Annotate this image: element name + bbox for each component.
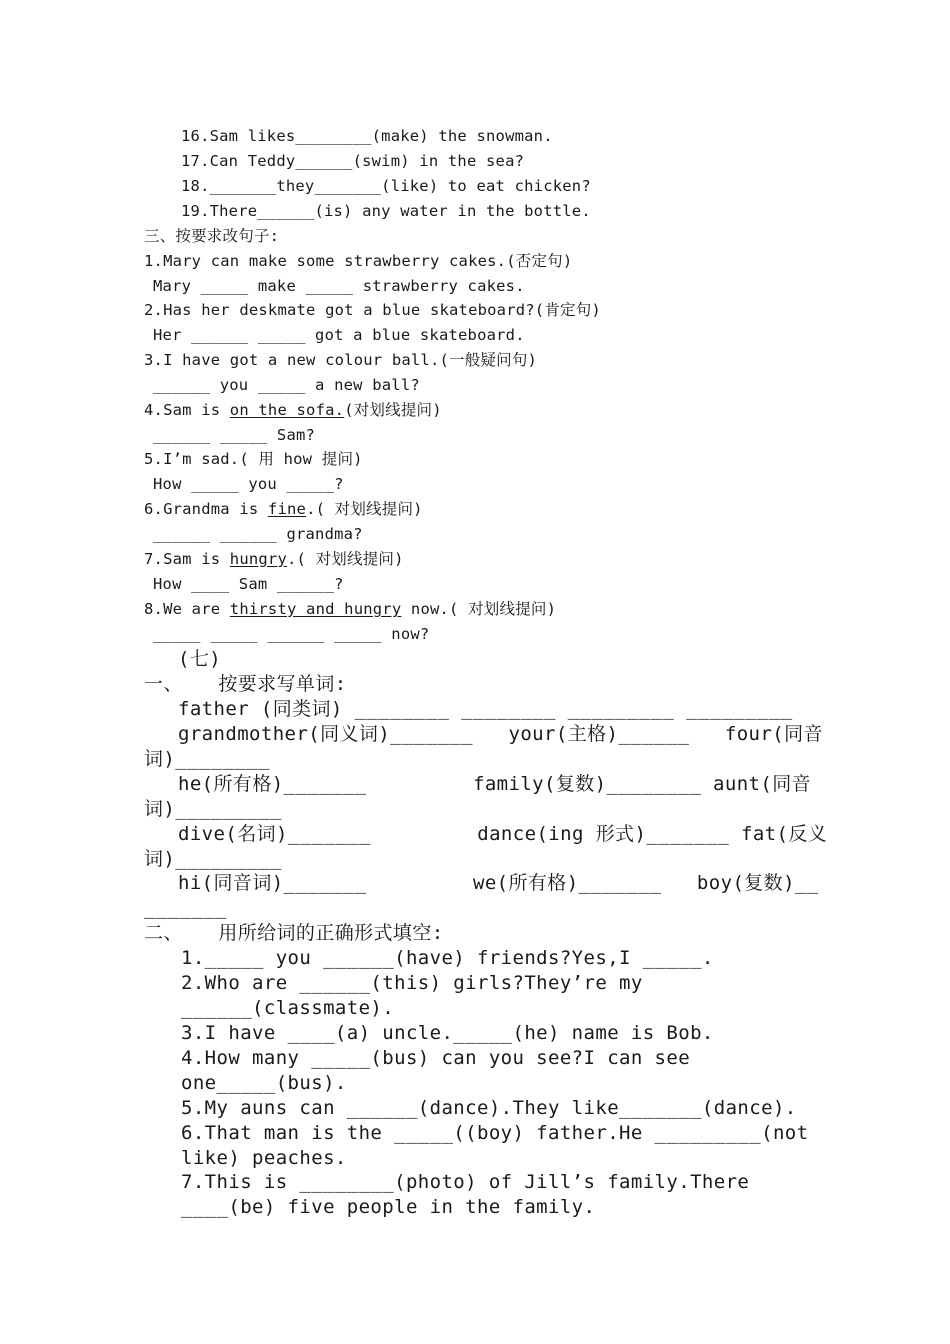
- rewrite-6-question: [144, 502, 423, 518]
- rewrite-5-answer: How _____ you _____?: [153, 475, 344, 493]
- fill-2-cont: ______(classmate).: [181, 997, 395, 1019]
- word-line-2-cont: 词)________: [144, 748, 270, 770]
- fill-7-cont: ____(be) five people in the family.: [181, 1196, 596, 1218]
- fill-5: 5.My auns can ______(dance).They like_______(dance).: [181, 1097, 797, 1119]
- section-three-heading: 三、按要求改句子:: [144, 227, 280, 245]
- fill-1: 1._____ you ______(have) friends?Yes,I _____.: [181, 947, 714, 969]
- fill-2: 2.Who are ______(this) girls?They’re my: [181, 972, 643, 994]
- rewrite-8-prefix: 8.We are: [144, 600, 230, 618]
- rewrite-8-question: [144, 602, 556, 618]
- rewrite-8-underlined: thirsty and hungry: [229, 600, 402, 618]
- word-line-5: hi(同音词)_______ we(所有格)_______ boy(复数)__: [178, 872, 819, 894]
- rewrite-6-underlined: fine: [267, 500, 307, 518]
- rewrite-7-answer: How ____ Sam ______?: [153, 575, 344, 593]
- fill-6-cont: like) peaches.: [181, 1147, 347, 1169]
- rewrite-4-prefix: 4.Sam is: [144, 401, 230, 419]
- word-line-1: father (同类词) ________ ________ _________ _________: [178, 698, 793, 720]
- word-line-3-cont: 词)_________: [144, 798, 282, 820]
- fill-3: 3.I have ____(a) uncle._____(he) name is Bob.: [181, 1022, 714, 1044]
- word-line-2: grandmother(同义词)_______ your(主格)______ four(同音: [178, 723, 823, 745]
- rewrite-8-answer: _____ _____ ______ _____ now?: [153, 625, 430, 643]
- rewrite-6-answer: ______ ______ grandma?: [153, 525, 363, 543]
- rewrite-5-question: 5.I’m sad.( 用 how 提问): [144, 450, 363, 468]
- rewrite-6-suffix: .( 对划线提问): [306, 500, 423, 518]
- rewrite-3-answer: ______ you _____ a new ball?: [153, 376, 420, 394]
- rewrite-7-question: [144, 552, 404, 568]
- rewrite-4-answer: ______ _____ Sam?: [153, 426, 316, 444]
- rewrite-7-underlined: hungry: [229, 550, 287, 568]
- fill-4: 4.How many _____(bus) can you see?I can see: [181, 1047, 691, 1069]
- question-19: 19.There______(is) any water in the bottle.: [181, 202, 591, 220]
- rewrite-1-question: 1.Mary can make some strawberry cakes.(否定句): [144, 252, 573, 270]
- question-16: 16.Sam likes________(make) the snowman.: [181, 127, 553, 145]
- word-line-5-cont: _______: [144, 897, 227, 919]
- rewrite-4-suffix: (对划线提问): [344, 401, 442, 419]
- rewrite-3-question: 3.I have got a new colour ball.(一般疑问句): [144, 351, 538, 369]
- fill-7: 7.This is ________(photo) of Jill’s family.There: [181, 1171, 750, 1193]
- rewrite-7-prefix: 7.Sam is: [144, 550, 230, 568]
- section-seven-title: (七): [178, 648, 222, 670]
- fill-6: 6.That man is the _____((boy) father.He _________(not: [181, 1122, 809, 1144]
- part-two-heading: 二、 用所给词的正确形式填空:: [144, 922, 444, 944]
- rewrite-7-suffix: .( 对划线提问): [287, 550, 404, 568]
- rewrite-6-prefix: 6.Grandma is: [144, 500, 268, 518]
- rewrite-2-question: 2.Has her deskmate got a blue skateboard?(肯定句): [144, 301, 601, 319]
- question-18: 18._______they_______(like) to eat chicken?: [181, 177, 591, 195]
- word-line-4-cont: 词)_________: [144, 848, 282, 870]
- word-line-4: dive(名词)_______ dance(ing 形式)_______ fat(反义: [178, 823, 828, 845]
- rewrite-2-answer: Her ______ _____ got a blue skateboard.: [153, 326, 525, 344]
- word-line-3: he(所有格)_______ family(复数)________ aunt(同音: [178, 773, 812, 795]
- rewrite-4-underlined: on the sofa.: [229, 401, 345, 419]
- question-17: 17.Can Teddy______(swim) in the sea?: [181, 152, 525, 170]
- rewrite-1-answer: Mary _____ make _____ strawberry cakes.: [153, 277, 525, 295]
- rewrite-8-suffix: now.( 对划线提问): [401, 600, 557, 618]
- part-one-heading: 一、 按要求写单词:: [144, 673, 347, 695]
- fill-4-cont: one_____(bus).: [181, 1072, 347, 1094]
- rewrite-4-question: [144, 403, 442, 419]
